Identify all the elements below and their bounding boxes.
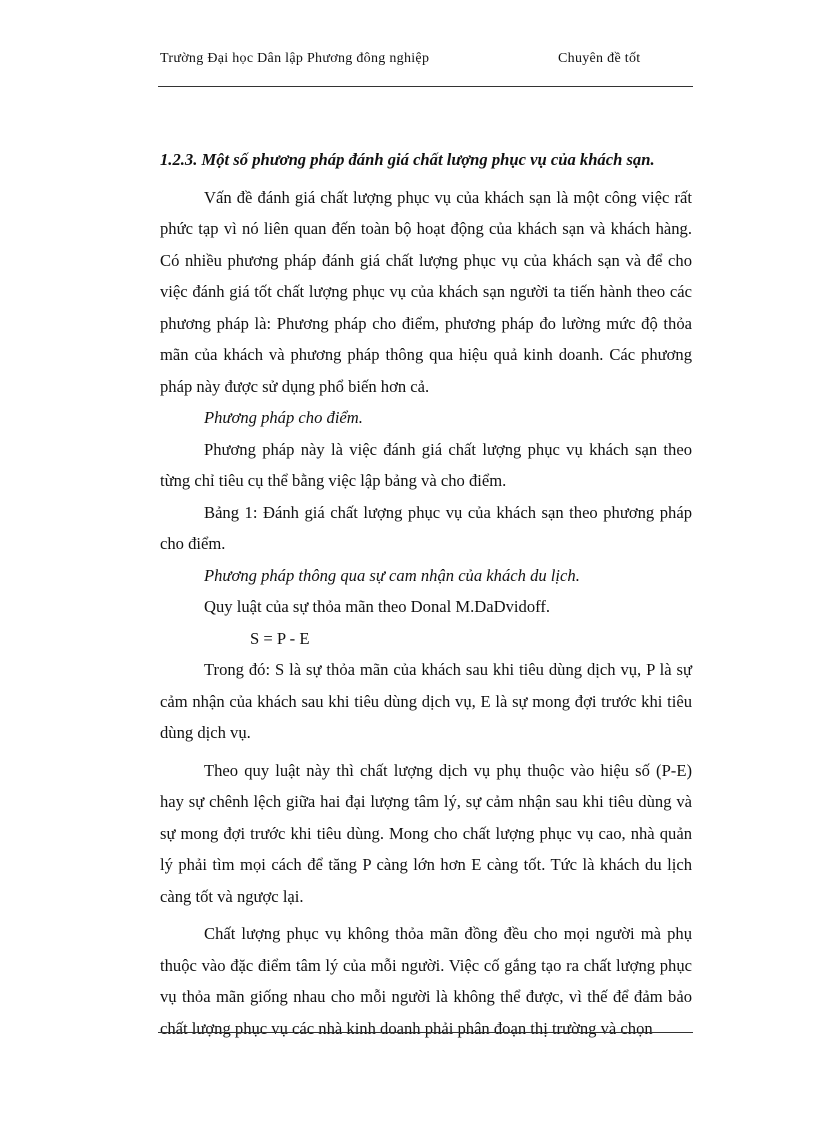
header-right-text: Chuyên đề tốt [558,51,641,66]
header-left-text: Trường Đại học Dân lập Phương đông nghiệp [160,51,430,66]
document-body [160,144,692,1044]
header-divider [158,86,693,87]
paragraph-uneven-satisfaction: Chất lượng phục vụ không thỏa mãn đồng đều cho mọi người mà phụ thuộc vào đặc điểm tâm lý của mỗi người. Việc cố gắng tạo ra chất lượng phục vụ thỏa mãn giống nhau cho mỗi người là không thể được, vì thế để đảm bảo chất lượng phục vụ các nhà kinh doanh phải phân đoạn thị trường và chọn [160,924,692,1038]
section-heading: 1.2.3. Một số phương pháp đánh giá chất lượng phục vụ của khách sạn. [160,150,655,169]
paragraph-definitions: Trong đó: S là sự thỏa mãn của khách sau khi tiêu dùng dịch vụ, P là sự cảm nhận của khách sau khi tiêu dùng dịch vụ, E là sự mong đợi trước khi tiêu dùng dịch vụ. [160,660,692,742]
paragraph-1: Vấn đề đánh giá chất lượng phục vụ của khách sạn là một công việc rất phức tạp vì nó liên quan đến toàn bộ hoạt động của khách sạn và khách hàng. Có nhiều phương pháp đánh giá chất lượng phục vụ của khách sạn và để cho việc đánh giá tốt chất lượng phục vụ của khách sạn người ta tiến hành theo các phương pháp là: Phương pháp cho điểm, phương pháp đo lường mức độ thỏa mãn của khách và phương pháp thông qua hiệu quả kinh doanh. Các phương pháp này được sử dụng phổ biến hơn cả. [160,187,692,396]
subheading-scoring-method: Phương pháp cho điểm. [204,408,363,427]
paragraph-2: Phương pháp này là việc đánh giá chất lượng phục vụ khách sạn theo từng chỉ tiêu cụ thể bằng việc lập bảng và cho điểm. [160,439,692,490]
paragraph-satisfaction-law: Quy luật của sự thỏa mãn theo Donal M.DaDvidoff. [204,597,551,616]
formula: S = P - E [250,628,310,648]
subheading-perception-method: Phương pháp thông qua sự cam nhận của khách du lịch. [204,565,580,585]
paragraph-table-caption: Bảng 1: Đánh giá chất lượng phục vụ của khách sạn theo phương pháp cho điểm. [160,502,692,553]
paragraph-quality-law: Theo quy luật này thì chất lượng dịch vụ phụ thuộc vào hiệu số (P-E) hay sự chênh lệch giữa hai đại lượng tâm lý, sự cảm nhận sau khi tiêu dùng và sự mong đợi trước khi tiêu dùng. Mong cho chất lượng phục vụ cao, nhà quản lý phải tìm mọi cách để tăng P càng lớn hơn E càng tốt. Tức là khách du lịch càng tốt và ngược lại. [160,760,692,906]
footer-divider [158,1032,693,1033]
